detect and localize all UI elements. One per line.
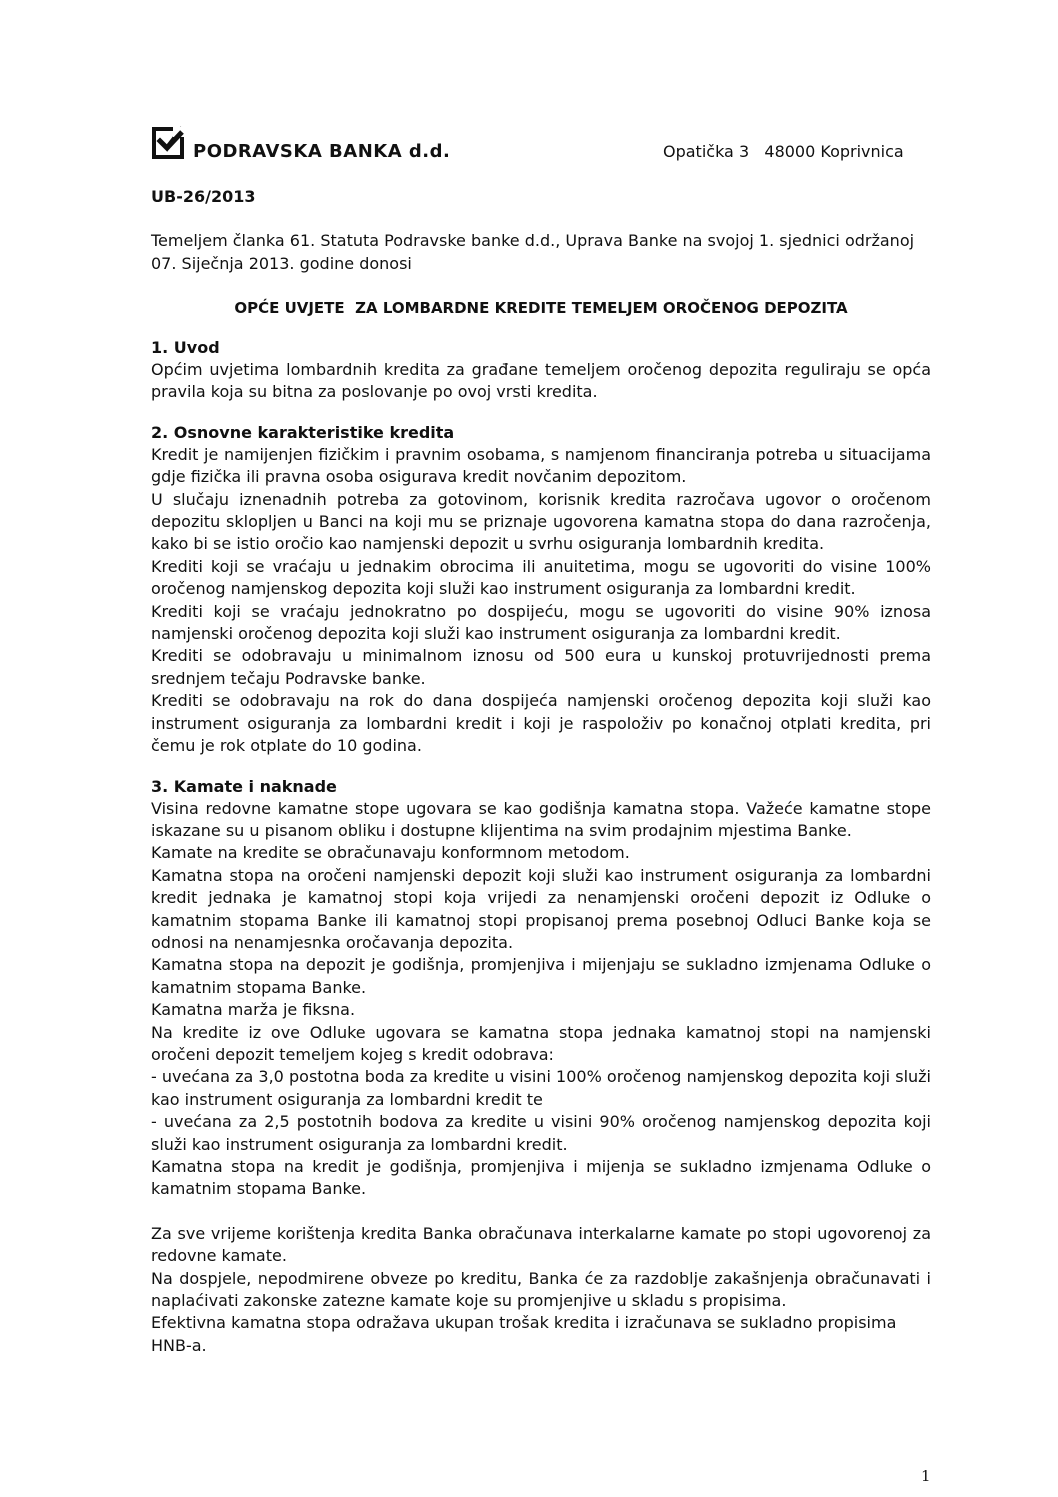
paragraph: Kamate na kredite se obračunavaju konformnom metodom. [151, 843, 630, 863]
document-page [151, 120, 931, 1357]
section-heading: 3. Kamate i naknade [151, 776, 337, 796]
section-kamate-i-naknade [151, 776, 931, 1358]
bank-logo [151, 126, 450, 160]
document-title: OPĆE UVJETE ZA LOMBARDNE KREDITE TEMELJEM OROČENOG DEPOZITA [234, 299, 848, 317]
paragraph: Kredit je namijenjen fizičkim i pravnim osobama, s namjenom financiranja potreba u situacijama gdje fizička ili pravna osoba osigurava kredit novčanim depozitom. [151, 444, 931, 487]
paragraph: Krediti se odobravaju na rok do dana dospijeća namjenski oročenog depozita koji služi kao instrument osiguranja za lombardni kredit i koji je raspoloživ po konačnoj otplati kredita, pri čemu je rok otplate do 10 godina. [151, 691, 931, 756]
paragraph: Efektivna kamatna stopa odražava ukupan trošak kredita i izračunava se sukladno propisima HNB-a. [151, 1313, 897, 1355]
paragraph: Kamatna marža je fiksna. [151, 1000, 356, 1020]
paragraph: Krediti se odobravaju u minimalnom iznosu od 500 eura u kunskoj protuvrijednosti prema srednjem tečaju Podravske banke. [151, 646, 931, 688]
intro-text: Temeljem članka 61. Statuta Podravske banke d.d., Uprava Banke na svojoj 1. sjednici održanoj 07. Siječnja 2013. godine donosi [151, 231, 915, 273]
paragraph: Kamatna stopa na oročeni namjenski depozit koji služi kao instrument osiguranja za lombardni kredit jednaka je kamatnoj stopi koja vrijedi za nenamjenski oročeni depozit iz Odluke o kamatnim stopama Banke ili kamatnoj stopi propisanoj prema posebnoj Odluci Banke koja se odnosi na nenamjesnka oročavanja depozita. [151, 865, 931, 952]
bank-name: PODRAVSKA BANKA d.d. [193, 141, 451, 162]
paragraph: Za sve vrijeme korištenja kredita Banka obračunava interkalarne kamate po stopi ugovorenoj za redovne kamate. [151, 1223, 931, 1266]
paragraph: Krediti koji se vraćaju u jednakim obrocima ili anuitetima, mogu se ugovoriti do visine 100% oročenog namjenskog depozita koji služi kao instrument osiguranja za lombardni kredit. [151, 556, 931, 599]
paragraph: Općim uvjetima lombardnih kredita za građane temeljem oročenog depozita reguliraju se opća pravila koja su bitna za poslovanje po ovoj vrsti kredita. [151, 360, 931, 402]
section-heading: 1. Uvod [151, 338, 220, 357]
section-osnovne-karakteristike [151, 422, 931, 758]
page-number: 1 [921, 1467, 931, 1485]
paragraph: Na kredite iz ove Odluke ugovara se kamatna stopa jednaka kamatnoj stopi na namjenski oročeni depozit temeljem kojeg s kredit odobrava: [151, 1022, 931, 1064]
bank-logo-icon [151, 126, 185, 160]
bank-address: Opatička 3 48000 Koprivnica [663, 142, 904, 161]
paragraph: U slučaju iznenadnih potreba za gotovinom, korisnik kredita razročava ugovor o oročenom depozitu sklopljen u Banci na koji mu se priznaje ugovorena kamatna stopa do dana razročenja, kako bi se istio oročio kao namjenski depozit u svrhu osiguranja lombardnih kredita. [151, 489, 931, 554]
letterhead [151, 120, 931, 170]
paragraph: Visina redovne kamatne stope ugovara se kao godišnja kamatna stopa. Važeće kamatne stope iskazane su u pisanom obliku i dostupne klijentima na svim prodajnim mjestima Banke. [151, 798, 931, 840]
paragraph: Kamatna stopa na depozit je godišnja, promjenjiva i mijenjaju se sukladno izmjenama Odluke o kamatnim stopama Banke. [151, 955, 931, 997]
section-heading: 2. Osnovne karakteristike kredita [151, 422, 455, 442]
section-uvod [151, 337, 931, 404]
document-number: UB-26/2013 [151, 187, 256, 206]
paragraph: Kamatna stopa na kredit je godišnja, promjenjiva i mijenja se sukladno izmjenama Odluke o kamatnim stopama Banke. [151, 1157, 931, 1199]
paragraph: Na dospjele, nepodmirene obveze po kreditu, Banka će za razdoblje zakašnjenja obračunavati i naplaćivati zakonske zatezne kamate koje su promjenjive u skladu s propisima. [151, 1268, 931, 1311]
paragraph: - uvećana za 2,5 postotnih bodova za kredite u visini 90% oročenog namjenskog depozita koji služi kao instrument osiguranja za lombardni kredit. [151, 1112, 931, 1154]
paragraph: Krediti koji se vraćaju jednokratno po dospijeću, mogu se ugovoriti do visine 90% iznosa namjenski oročenog depozita koji služi kao instrument osiguranja za lombardni kredit. [151, 601, 931, 644]
paragraph: - uvećana za 3,0 postotna boda za kredite u visini 100% oročenog namjenskog depozita koji služi kao instrument osiguranja za lombardni kredit te [151, 1067, 931, 1109]
